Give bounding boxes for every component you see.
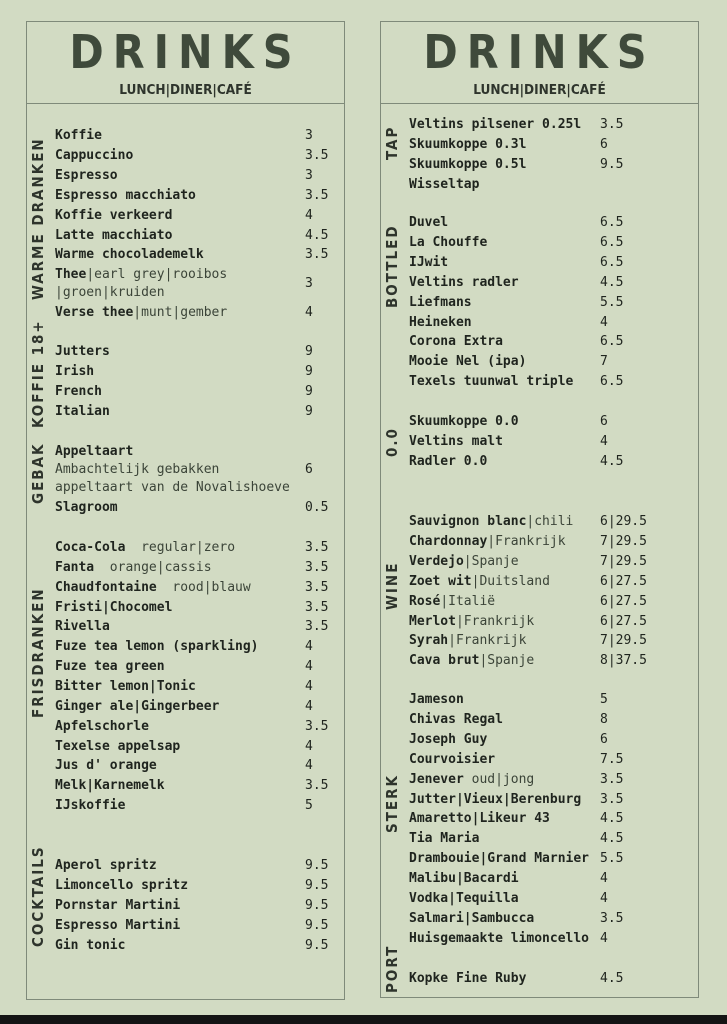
item-name: Corona Extra	[409, 334, 503, 350]
item-price: 4	[305, 738, 313, 754]
item-price: 4	[305, 639, 313, 655]
item-variant: |Italië	[440, 593, 496, 609]
item-name: Latte macchiato	[55, 227, 173, 243]
item-name: Texelse appelsap	[55, 738, 181, 754]
item-price: 3.5	[305, 778, 329, 794]
category-cocktails: COCKTAILS	[29, 845, 47, 947]
item-name: Wisseltap	[409, 176, 480, 192]
item-price: 4.5	[600, 274, 624, 290]
item-price: 7|29.5	[600, 533, 647, 549]
item-name: Fristi|Chocomel	[55, 599, 173, 615]
item-price: 4.5	[305, 227, 329, 243]
item-name: Limoncello spritz	[55, 877, 189, 893]
item-price: 3.5	[600, 117, 624, 132]
item-price: 4	[305, 758, 313, 774]
item-name: Courvoisier	[409, 751, 496, 767]
item-variant: |Spanje	[479, 653, 535, 669]
item-name: Verdejo	[409, 553, 464, 569]
item-name: Chardonnay	[409, 533, 488, 549]
item-price: 9	[305, 383, 313, 399]
item-name: La Chouffe	[409, 234, 488, 250]
item-name: Veltins radler	[409, 274, 519, 290]
item-name: Ginger ale|Gingerbeer	[55, 698, 220, 714]
category-port: PORT	[383, 944, 401, 993]
item-name: Kopke Fine Ruby	[409, 971, 527, 986]
item-price: 9.5	[305, 917, 329, 933]
item-price: 3	[305, 167, 313, 183]
item-price: 6|29.5	[600, 514, 647, 529]
item-price: 6.5	[600, 234, 624, 250]
item-name: Skuumkoppe 0.0	[409, 414, 519, 429]
item-price: 6	[600, 136, 608, 152]
item-name: Drambouie|Grand Marnier	[409, 851, 590, 867]
item-price: 3.5	[305, 599, 329, 615]
item-price: 3.5	[600, 771, 624, 787]
category-frisdranken: FRISDRANKEN	[29, 587, 47, 718]
item-name: Liefmans	[409, 294, 472, 310]
item-name: Rosé	[409, 593, 441, 609]
item-price: 3.5	[600, 791, 624, 807]
page-title: DRINKS	[69, 25, 302, 79]
item-price: 3.5	[305, 579, 329, 595]
item-name: Jutters	[55, 344, 110, 359]
item-price: 3.5	[305, 540, 329, 555]
item-name: Jus d' orange	[55, 758, 157, 774]
item-name: Veltins malt	[409, 433, 503, 449]
item-name: Jameson	[409, 692, 464, 707]
item-price: 6|27.5	[600, 573, 647, 589]
item-name: Malibu|Bacardi	[409, 871, 519, 887]
item-price: 4.5	[600, 971, 624, 986]
item-name: Jutter|Vieux|Berenburg	[409, 791, 582, 807]
item-price: 9.5	[305, 897, 329, 913]
item-price: 3.5	[305, 147, 329, 163]
item-price: 6|27.5	[600, 593, 647, 609]
item-name: IJskoffie	[55, 798, 126, 814]
item-price: 7|29.5	[600, 553, 647, 569]
item-price: 4.5	[600, 831, 624, 847]
item-price: 4	[600, 433, 608, 449]
item-name: Tia Maria	[409, 831, 480, 847]
item-price: 4	[600, 891, 608, 906]
item-name: IJwit	[409, 254, 449, 270]
item-name: Pornstar Martini	[55, 897, 181, 913]
item-name: Merlot	[409, 613, 456, 629]
item-price: 4	[305, 698, 313, 714]
item-name: Jenever	[409, 771, 464, 787]
item-name: Chivas Regal	[409, 711, 503, 727]
category-sterk: STERK	[383, 774, 401, 833]
item-name: Radler 0.0	[409, 453, 488, 469]
page-subtitle: LUNCH|DINER|CAFÉ	[473, 82, 606, 98]
item-price: 6.5	[600, 334, 624, 350]
item-price: 3.5	[305, 619, 329, 635]
item-price: 4.5	[600, 453, 624, 469]
item-variant: |Frankrijk	[455, 613, 535, 629]
item-price: 5	[600, 692, 608, 707]
item-price: 6	[600, 731, 608, 747]
item-name: Amaretto|Likeur 43	[409, 811, 550, 827]
item-price: 7.5	[600, 751, 624, 767]
item-price: 7	[600, 354, 608, 370]
item-name: Gin tonic	[55, 937, 126, 953]
item-price: 9.5	[305, 937, 329, 953]
item-name: Skuumkoppe 0.3l	[409, 136, 527, 152]
item-name: Warme chocolademelk	[55, 247, 204, 263]
item-price: 3.5	[305, 247, 329, 263]
item-variant: rood|blauw	[156, 579, 251, 595]
item-variant: |Spanje	[463, 553, 519, 569]
item-variant: |Duitsland	[471, 573, 550, 589]
item-price: 5.5	[600, 851, 624, 867]
category-zero: 0.0	[383, 427, 401, 457]
item-price: 3.5	[305, 559, 329, 575]
item-name: Syrah	[409, 633, 449, 649]
item-name: Joseph Guy	[409, 731, 488, 747]
item-name: Espresso	[55, 167, 118, 183]
item-name: Skuumkoppe 0.5l	[409, 156, 527, 172]
item-price: 6.5	[600, 215, 624, 230]
item-name: Duvel	[409, 215, 449, 230]
item-name: Koffie	[55, 128, 102, 143]
item-price: 4	[600, 314, 608, 330]
item-price: 4	[305, 659, 313, 675]
item-price: 5.5	[600, 294, 624, 310]
item-name: Veltins pilsener 0.25l	[409, 117, 582, 132]
item-price: 8	[600, 711, 608, 727]
header-divider	[27, 103, 344, 104]
item-price: 9.5	[305, 858, 329, 873]
item-name: Cava brut	[409, 653, 480, 669]
item-variant: regular|zero	[125, 540, 236, 555]
page-subtitle: LUNCH|DINER|CAFÉ	[119, 82, 252, 98]
item-price: 6.5	[600, 374, 624, 390]
item-name: Salmari|Sambucca	[409, 910, 535, 926]
item-price: 4	[305, 207, 313, 223]
item-name: Texels tuunwal triple	[409, 374, 574, 390]
item-price: 6	[600, 414, 608, 429]
item-price: 4	[600, 930, 608, 946]
item-name: Italian	[55, 403, 110, 419]
item-price: 3.5	[305, 718, 329, 734]
header-divider	[381, 103, 698, 104]
item-name: Cappuccino	[55, 147, 134, 163]
item-name: Fuze tea green	[55, 659, 165, 675]
item-price: 9	[305, 403, 313, 419]
item-price: 4	[600, 871, 608, 887]
item-variant: |Frankrijk	[487, 533, 566, 549]
item-price: 3	[305, 128, 313, 143]
category-koffie-18: KOFFIE 18+	[29, 319, 47, 428]
category-wine: WINE	[383, 561, 401, 610]
menu-sheet: DRINKS LUNCH|DINER|CAFÉ DRINKS LUNCH|DINER|CAFÉ WARME DRANKEN KOFFIE 18+ GEBAK FRISDRANKEN COCKTAILS TAP BOTTLED 0.0 WINE STERK PORT Koffie 3 Cappuccino 3.5 Espresso 3 Espresso macchiato 3.5 Koffie verkeerd 4 Latte macchiato 4.5 Warme chocolademelk 3.5 Thee|earl grey|rooibos 3 |groen|kruiden Verse thee|munt|gember 4 Jutters 9 Irish 9 French 9 Italian 9 Appeltaart Ambachtelijk gebakken 6 appeltaart van de Novalishoeve Slagroom 0.5 Coca-Cola regular|zero 3.5 Fanta orange|cassis 3.5 Chaudfontaine rood|blauw 3.5 Fristi|Chocomel 3.5 Rivella 3.5 Fuze tea lemon (sparkling) 4 Fuze tea green 4 Bitter lemon|Tonic 4 Ginger ale|Gingerbeer 4 Apfelschorle 3.5 Texelse appelsap 4 Jus d' orange 4 Melk|Karnemelk 3.5 IJskoffie 5 Aperol spritz 9.5 Limoncello spritz 9.5 Pornstar Martini 9.5 Espresso Martini 9.5 Gin tonic 9.5 Veltins pilsener 0.25l 3.5 Skuumkoppe 0.3l 6 Skuumkoppe 0.5l 9.5 Wisseltap Duvel 6.5 La Chouffe 6.5 IJwit 6.5 Veltins radler 4.5 Liefmans 5.5 Heineken 4 Corona Extra 6.5 Mooie Nel (ipa) 7 Texels tuunwal triple 6.5 Skuumkoppe 0.0 6 Veltins malt 4 Radler 0.0 4.5 Sauvignon blanc|chili 6|29.5 Chardonnay|Frankrijk 7|29.5 Verdejo|Spanje 7|29.5 Zoet wit|Duitsland 6|27.5 Rosé|Italië 6|27.5 Merlot|Frankrijk 6|27.5 Syrah|Frankrijk 7|29.5 Cava brut|Spanje 8|37.5 Jameson 5 Chivas Regal 8 Joseph Guy 6 Courvoisier 7.5 Jenever oud|jong 3.5 Jutter|Vieux|Berenburg 3.5 Amaretto|Likeur 43 4.5 Tia Maria 4.5 Drambouie|Grand Marnier 5.5 Malibu|Bacardi 4 Vodka|Tequilla 4 Salmari|Sambucca 3.5 Huisgemaakte limoncello 4 Kopke Fine Ruby 4.5	[0, 0, 727, 1015]
item-name: Irish	[55, 363, 95, 379]
item-price: 3.5	[600, 910, 624, 926]
category-tap: TAP	[383, 125, 401, 160]
item-variant: |Frankrijk	[448, 633, 527, 649]
item-name: Fuze tea lemon (sparkling)	[55, 639, 259, 655]
category-bottled: BOTTLED	[383, 224, 401, 308]
item-name: Espresso macchiato	[55, 187, 196, 203]
item-variant: |chili	[526, 514, 574, 529]
item-name: Fanta	[55, 559, 95, 575]
item-price: 4.5	[600, 811, 624, 827]
item-price: 9	[305, 344, 313, 359]
item-variant: oud|jong	[463, 771, 535, 787]
item-name: Melk|Karnemelk	[55, 778, 165, 794]
item-name: Rivella	[55, 619, 110, 635]
item-name: Bitter lemon|Tonic	[55, 679, 196, 695]
item-price: 8|37.5	[600, 653, 647, 669]
item-name: French	[55, 383, 102, 399]
item-price: 3.5	[305, 187, 329, 203]
item-name: Huisgemaakte limoncello	[409, 930, 590, 946]
item-variant: orange|cassis	[94, 559, 212, 575]
item-price: 9	[305, 363, 313, 379]
item-name: Espresso Martini	[55, 917, 181, 933]
item-name: Sauvignon blanc	[409, 514, 527, 529]
item-name: Heineken	[409, 314, 472, 330]
item-price: 7|29.5	[600, 633, 647, 649]
item-name: Aperol spritz	[55, 858, 157, 873]
item-price: 6.5	[600, 254, 624, 270]
item-name: Koffie verkeerd	[55, 207, 173, 223]
item-name: Mooie Nel (ipa)	[409, 354, 527, 370]
page-title: DRINKS	[423, 25, 656, 79]
item-price: 4	[305, 679, 313, 695]
item-name: Coca-Cola	[55, 540, 126, 555]
item-price: 9.5	[600, 156, 624, 172]
item-price: 5	[305, 798, 313, 814]
item-name: Zoet wit	[409, 573, 472, 589]
item-name: Chaudfontaine	[55, 579, 157, 595]
category-gebak: GEBAK	[29, 442, 47, 504]
item-name: Vodka|Tequilla	[409, 891, 519, 906]
item-price: 9.5	[305, 877, 329, 893]
category-warme-dranken: WARME DRANKEN	[29, 137, 47, 300]
item-price: 6|27.5	[600, 613, 647, 629]
item-name: Apfelschorle	[55, 718, 149, 734]
